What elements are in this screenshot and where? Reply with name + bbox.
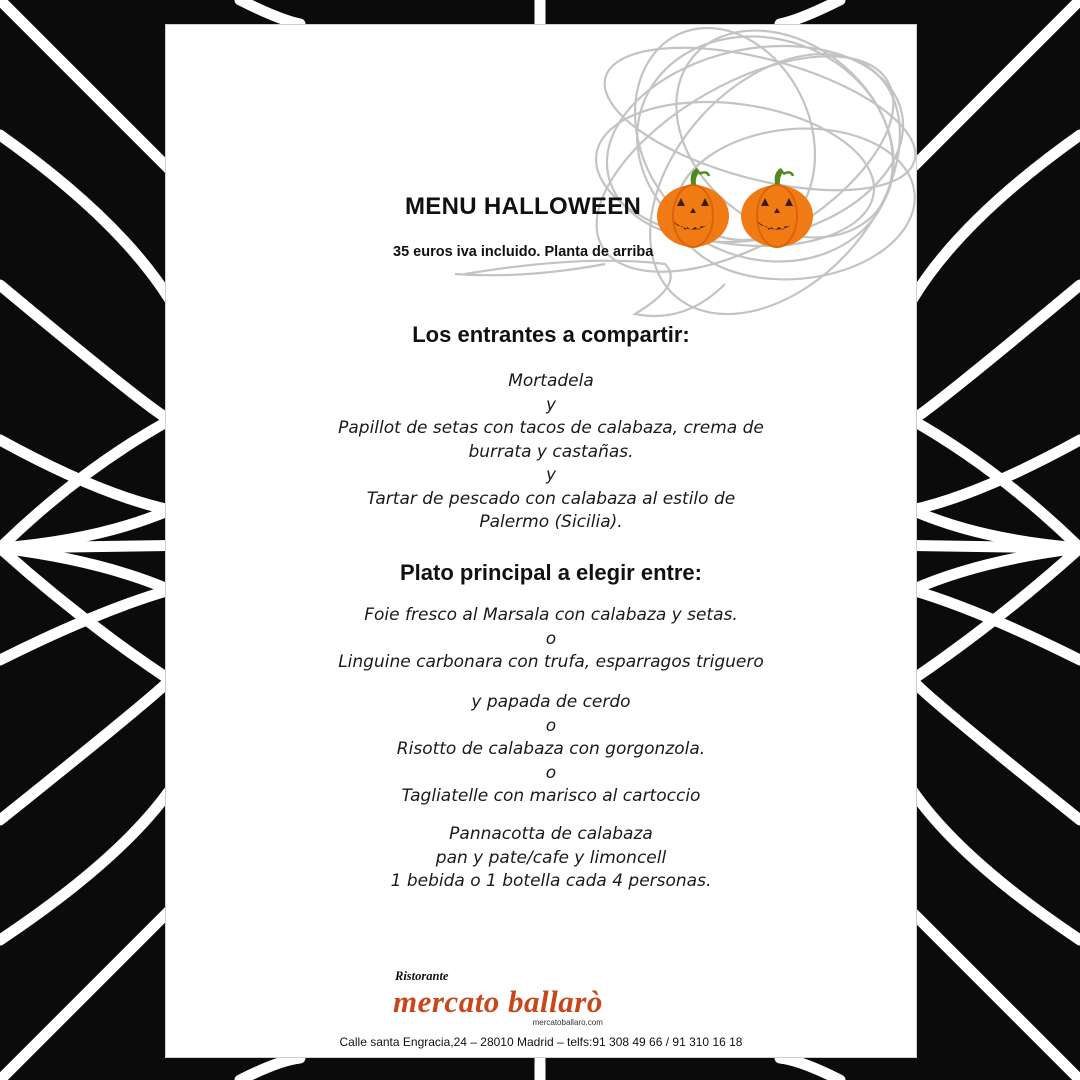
extras-list	[165, 823, 917, 894]
menu-line: 1 bebida o 1 botella cada 4 personas.	[390, 871, 712, 891]
menu-line: Palermo (Sicilia).	[479, 512, 623, 532]
starters-list	[165, 370, 917, 535]
menu-line: Papillot de setas con tacos de calabaza, crema de	[338, 418, 764, 438]
logo-website: mercatoballaro.com	[532, 1018, 603, 1027]
restaurant-logo	[393, 969, 603, 1027]
jack-o-lantern-icon	[655, 166, 731, 248]
menu-title: MENU HALLOWEEN	[405, 193, 642, 220]
menu-line: Pannacotta de calabaza	[449, 824, 653, 844]
menu-line: Tartar de pescado con calabaza al estilo de	[366, 488, 736, 509]
mains-list-a	[165, 604, 917, 675]
menu-line: y	[545, 465, 557, 485]
menu-line: o	[545, 628, 557, 649]
menu-line: Tagliatelle con marisco al cartoccio	[401, 786, 701, 806]
jack-o-lantern-icon	[739, 166, 815, 248]
logo-name: mercato ballarò	[393, 984, 603, 1019]
mains-heading: Plato principal a elegir entre:	[400, 560, 702, 585]
menu-subtitle: 35 euros iva incluido. Planta de arriba	[393, 244, 654, 260]
mains-list-b	[165, 691, 917, 809]
menu-line: Foie fresco al Marsala con calabaza y setas.	[364, 605, 738, 625]
menu-line: o	[545, 762, 557, 783]
menu-line: Linguine carbonara con trufa, esparragos triguero	[338, 652, 764, 672]
starters-heading: Los entrantes a compartir:	[412, 322, 690, 347]
menu-line: Mortadela	[508, 371, 594, 391]
menu-line: pan y pate/cafe y limoncell	[435, 847, 667, 868]
restaurant-address: Calle santa Engracia,24 – 28010 Madrid – telfs:91 308 49 66 / 91 310 16 18	[339, 1035, 743, 1049]
menu-sheet	[165, 24, 917, 1058]
title-row	[405, 172, 815, 242]
menu-line: y	[545, 394, 557, 415]
menu-line: Risotto de calabaza con gorgonzola.	[396, 739, 706, 759]
logo-label: Ristorante	[395, 969, 449, 983]
menu-line: burrata y castañas.	[468, 441, 634, 462]
menu-line: y papada de cerdo	[471, 692, 631, 712]
menu-line: o	[545, 715, 557, 736]
